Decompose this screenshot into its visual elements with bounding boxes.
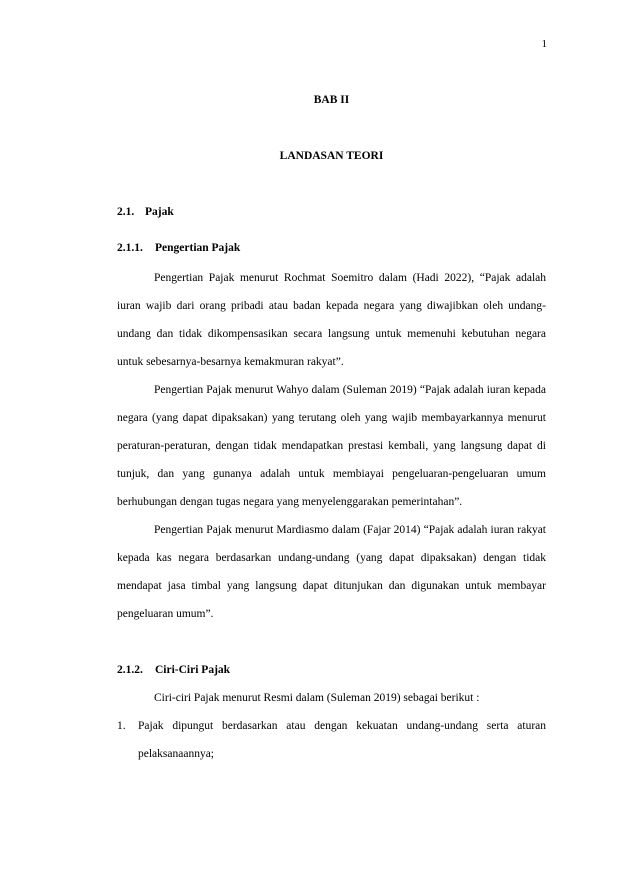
paragraph: Pengertian Pajak menurut Wahyo dalam (Suleman 2019) “Pajak adalah iuran kepada negara (yang dapat dipaksakan) yang terutang oleh yang wajib membayarkannya menurut peraturan-peraturan, dengan tidak mendapatkan prestasi kembali, yang langsung dapat di tunjuk, dan yang gunanya adalah untuk membiayai pengeluaran-pengeluaran umum berhubungan dengan tugas negara yang menyelenggarakan pemerintahan”. [117, 384, 546, 508]
section-heading [117, 198, 546, 226]
section-title: Pajak [145, 206, 174, 218]
subsection-number: 2.1.1. [117, 242, 143, 254]
list-item [117, 712, 546, 768]
page-content [117, 86, 546, 768]
subsection-heading-1 [117, 234, 546, 262]
section-number: 2.1. [117, 206, 135, 218]
paragraph: Pengertian Pajak menurut Mardiasmo dalam (Fajar 2014) “Pajak adalah iuran rakyat kepada kas negara berdasarkan undang-undang (yang dapat dipaksakan) dengan tidak mendapat jasa timbal yang langsung dapat ditunjukan dan digunakan untuk membayar pengeluaran umum”. [117, 524, 546, 620]
paragraph: Pengertian Pajak menurut Rochmat Soemitro dalam (Hadi 2022), “Pajak adalah iuran wajib dari orang pribadi atau badan kepada negara yang diwajibkan oleh undang-undang dan tidak dikompensasikan secara langsung untuk memenuhi kebutuhan negara untuk sebesarnya-besarnya kemakmuran rakyat”. [117, 272, 546, 368]
subsection-title: Pengertian Pajak [155, 242, 241, 254]
subsection-heading-2 [117, 656, 546, 684]
list-marker: 1. [117, 720, 126, 732]
subsection-title: Ciri-Ciri Pajak [155, 664, 231, 676]
list-text: Pajak dipungut berdasarkan atau dengan kekuatan undang-undang serta aturan pelaksanaannya; [138, 720, 546, 760]
paragraph: Ciri-ciri Pajak menurut Resmi dalam (Suleman 2019) sebagai berikut : [154, 692, 480, 704]
page-number: 1 [541, 38, 547, 50]
subsection-number: 2.1.2. [117, 664, 143, 676]
chapter-title: LANDASAN TEORI [279, 150, 384, 162]
chapter-heading: BAB II [313, 94, 350, 106]
